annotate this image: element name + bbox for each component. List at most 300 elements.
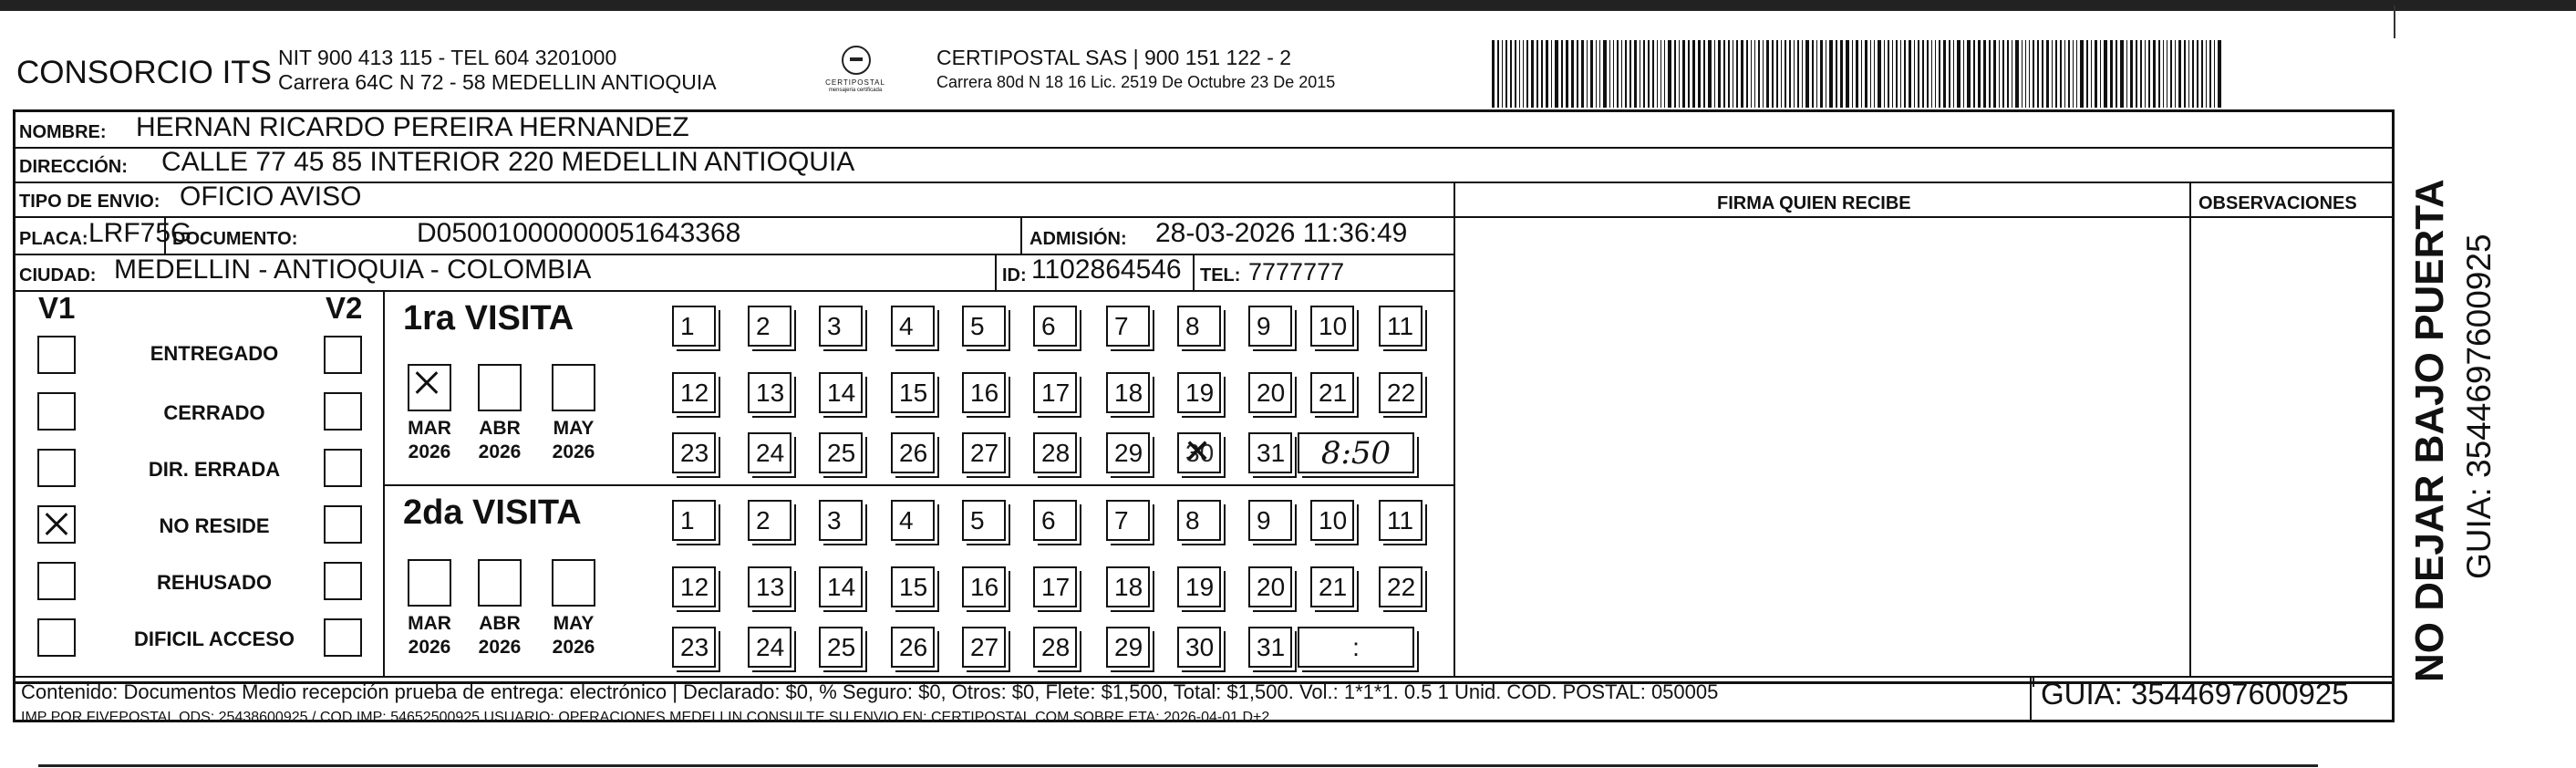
company-name: CONSORCIO ITS	[16, 55, 273, 90]
admision-label: ADMISIÓN:	[1029, 229, 1127, 249]
barcode-bar	[2170, 40, 2172, 108]
v1-checkbox	[37, 449, 76, 487]
day-box: 7	[1106, 306, 1150, 347]
col-divider	[383, 290, 385, 676]
barcode-bar	[1497, 40, 1500, 108]
barcode-bar	[1852, 40, 1853, 108]
v2-checkbox	[324, 449, 362, 487]
barcode-bar	[2158, 40, 2159, 108]
barcode-bar	[2076, 40, 2077, 108]
barcode-bar	[2110, 40, 2113, 108]
barcode-bar	[1758, 40, 1760, 108]
barcode-bar	[1953, 40, 1954, 108]
footer-guia-divider	[2030, 677, 2032, 722]
barcode-bar	[1546, 40, 1548, 108]
barcode-bar	[1999, 40, 2000, 108]
second-month-label: ABR	[479, 613, 521, 634]
barcode-bar	[1536, 40, 1538, 108]
barcode-bar	[2015, 40, 2019, 108]
day-box: 15	[891, 566, 935, 607]
barcode-bar	[2163, 40, 2164, 108]
barcode-bar	[1625, 40, 1626, 108]
nombre-label: NOMBRE:	[19, 122, 107, 142]
day-box: 4	[891, 306, 935, 347]
day-box: 12	[672, 372, 716, 413]
barcode-bar	[1515, 40, 1516, 108]
barcode-bar	[1523, 40, 1524, 108]
barcode	[1492, 40, 2221, 108]
barcode-bar	[1657, 40, 1658, 108]
v2-checkbox	[324, 505, 362, 544]
first-year-label: 2026	[552, 441, 595, 462]
observaciones-header: OBSERVACIONES	[2198, 193, 2357, 213]
first-year-label: 2026	[408, 441, 451, 462]
day-box: 7	[1106, 500, 1150, 541]
barcode-bar	[2033, 40, 2034, 108]
row-divider	[16, 182, 2392, 183]
barcode-bar	[1805, 40, 1809, 108]
placa-label: PLACA:	[19, 229, 88, 249]
ciudad-label: CIUDAD:	[19, 265, 97, 285]
barcode-bar	[1746, 40, 1747, 108]
barcode-bar	[2073, 40, 2074, 108]
barcode-bar	[1931, 40, 1932, 108]
col-divider	[995, 254, 997, 291]
direccion-value: CALLE 77 45 85 INTERIOR 220 MEDELLIN ANTIOQUIA	[161, 147, 855, 177]
placa-value: LRF75G	[88, 218, 192, 248]
barcode-bar	[2192, 40, 2194, 108]
day-box: 9	[1248, 500, 1292, 541]
barcode-bar	[1900, 40, 1901, 108]
logo-emblem-icon	[842, 46, 871, 75]
barcode-bar	[1492, 40, 1495, 108]
barcode-bar	[1736, 40, 1737, 108]
barcode-bar	[1789, 40, 1791, 108]
documento-label: DOCUMENTO:	[172, 229, 298, 249]
day-box: 29	[1106, 432, 1150, 473]
barcode-bar	[1884, 40, 1885, 108]
second-year-label: 2026	[552, 637, 595, 658]
day-box: 17	[1033, 372, 1077, 413]
barcode-bar	[1797, 40, 1798, 108]
day-box: 19	[1177, 372, 1221, 413]
barcode-bar	[1772, 40, 1774, 108]
logo-subtext: mensajeria certificada	[828, 88, 883, 93]
first-year-label: 2026	[478, 441, 522, 462]
company-nit: NIT 900 413 115 - TEL 604 3201000	[278, 46, 617, 69]
barcode-bar	[1660, 40, 1661, 108]
day-box: 1	[672, 500, 716, 541]
row-divider	[16, 290, 1454, 292]
second-month-box	[552, 559, 595, 607]
barcode-bar	[1723, 40, 1724, 108]
v2-checkbox	[324, 562, 362, 600]
day-box: 14	[819, 372, 863, 413]
second-month-label: MAY	[553, 613, 595, 634]
do-not-leave-warning: NO DEJAR BAJO PUERTA	[2407, 179, 2452, 682]
barcode-bar	[2175, 40, 2176, 108]
tel-value: 7777777	[1248, 258, 1345, 285]
v1-checkbox	[37, 336, 76, 374]
day-box: 16	[962, 372, 1006, 413]
footer-guia: GUIA: 3544697600925	[2041, 677, 2349, 711]
barcode-bar	[2080, 40, 2084, 108]
barcode-bar	[2184, 40, 2187, 108]
day-box: 19	[1177, 566, 1221, 607]
day-box: 21	[1310, 372, 1354, 413]
day-box: 26	[891, 627, 935, 668]
barcode-bar	[1896, 40, 1898, 108]
barcode-bar	[2130, 40, 2133, 108]
barcode-bar	[2086, 40, 2088, 108]
day-box: 15	[891, 372, 935, 413]
barcode-bar	[2046, 40, 2049, 108]
v1-checkbox	[37, 618, 76, 657]
barcode-bar	[1566, 40, 1568, 108]
barcode-bar	[1794, 40, 1795, 108]
barcode-bar	[1754, 40, 1755, 108]
barcode-bar	[2060, 40, 2062, 108]
barcode-bar	[1856, 40, 1858, 108]
day-box: 30	[1177, 627, 1221, 668]
barcode-bar	[1609, 40, 1610, 108]
day-box: 9	[1248, 306, 1292, 347]
v1-header: V1	[38, 291, 76, 325]
barcode-bar	[2002, 40, 2005, 108]
barcode-bar	[1502, 40, 1503, 108]
barcode-bar	[1510, 40, 1512, 108]
v2-checkbox	[324, 392, 362, 431]
edge-mark	[2394, 5, 2395, 38]
barcode-bar	[2068, 40, 2069, 108]
barcode-bar	[1728, 40, 1731, 108]
footer-print-info: IMP POR FIVEPOSTAL ODS: 25438600925 / COD.IMP: 54652500925 USUARIO: OPERACIONES MEDELLIN CONSULTE SU ENVIO EN: CERTIPOSTAL.COM SOBRE ETA: 2026-04-01 D+2	[21, 710, 1270, 725]
barcode-bar	[1617, 40, 1618, 108]
barcode-bar	[1973, 40, 1976, 108]
barcode-bar	[1541, 40, 1542, 108]
time-box: 8:50	[1298, 432, 1414, 473]
barcode-bar	[1776, 40, 1777, 108]
barcode-bar	[2178, 40, 2181, 108]
carrier-license: Carrera 80d N 18 16 Lic. 2519 De Octubre 23 De 2015	[936, 73, 1336, 91]
barcode-bar	[1613, 40, 1614, 108]
status-label: REHUSADO	[157, 571, 272, 594]
barcode-bar	[1812, 40, 1814, 108]
barcode-bar	[1978, 40, 1981, 108]
footer-box	[13, 677, 2395, 722]
barcode-bar	[2148, 40, 2149, 108]
v2-header: V2	[326, 291, 363, 325]
barcode-bar	[1587, 40, 1588, 108]
day-box: 23	[672, 627, 716, 668]
barcode-bar	[2042, 40, 2044, 108]
day-box: 26	[891, 432, 935, 473]
barcode-bar	[2100, 40, 2101, 108]
tel-label: TEL:	[1200, 265, 1241, 285]
barcode-bar	[2197, 40, 2198, 108]
barcode-bar	[1989, 40, 1990, 108]
direccion-label: DIRECCIÓN:	[19, 157, 128, 177]
status-label: DIR. ERRADA	[148, 458, 281, 481]
day-box: 6	[1033, 306, 1077, 347]
col-divider	[1020, 217, 1022, 254]
barcode-bar	[1918, 40, 1919, 108]
barcode-bar	[1679, 40, 1680, 108]
col-divider	[1193, 254, 1195, 291]
side-guia: GUIA: 3544697600925	[2460, 234, 2498, 579]
day-box: 12	[672, 566, 716, 607]
day-box: 22	[1379, 372, 1422, 413]
company-address: Carrera 64C N 72 - 58 MEDELLIN ANTIOQUIA	[278, 70, 717, 94]
barcode-bar	[1664, 40, 1665, 108]
day-box: 25	[819, 627, 863, 668]
day-box: 16	[962, 566, 1006, 607]
day-box: 24	[748, 432, 791, 473]
first-month-box	[408, 364, 451, 411]
barcode-bar	[1674, 40, 1676, 108]
second-month-box	[408, 559, 451, 607]
day-box	[1177, 432, 1221, 473]
barcode-bar	[1581, 40, 1584, 108]
barcode-bar	[1820, 40, 1823, 108]
barcode-bar	[1571, 40, 1575, 108]
barcode-bar	[1892, 40, 1893, 108]
day-box: 5	[962, 500, 1006, 541]
v2-checkbox	[324, 336, 362, 374]
barcode-bar	[1714, 40, 1715, 108]
first-month-box	[552, 364, 595, 411]
day-box: 8	[1177, 306, 1221, 347]
barcode-bar	[1526, 40, 1527, 108]
barcode-bar	[1878, 40, 1881, 108]
bottom-rule	[38, 764, 2318, 767]
id-value: 1102864546	[1031, 254, 1182, 285]
barcode-bar	[1865, 40, 1867, 108]
barcode-bar	[2025, 40, 2026, 108]
certipostal-logo	[819, 46, 892, 100]
barcode-bar	[1603, 40, 1607, 108]
second-visit-title: 2da VISITA	[403, 493, 582, 532]
barcode-bar	[1909, 40, 1911, 108]
barcode-bar	[1922, 40, 1924, 108]
id-label: ID:	[1002, 265, 1027, 285]
barcode-bar	[1561, 40, 1564, 108]
barcode-bar	[1531, 40, 1535, 108]
barcode-bar	[1766, 40, 1769, 108]
barcode-bar	[2029, 40, 2030, 108]
status-label: ENTREGADO	[150, 342, 279, 365]
barcode-bar	[1939, 40, 1940, 108]
barcode-bar	[2064, 40, 2066, 108]
day-box: 17	[1033, 566, 1077, 607]
tipo-envio-label: TIPO DE ENVIO:	[19, 192, 160, 212]
barcode-bar	[1643, 40, 1645, 108]
barcode-bar	[1785, 40, 1786, 108]
day-box: 29	[1106, 627, 1150, 668]
day-number: 30	[1185, 439, 1215, 467]
nombre-value: HERNAN RICARDO PEREIRA HERNANDEZ	[136, 112, 689, 142]
day-box: 2	[748, 500, 791, 541]
barcode-bar	[1577, 40, 1578, 108]
day-box: 31	[1248, 432, 1292, 473]
barcode-bar	[2055, 40, 2057, 108]
barcode-bar	[1870, 40, 1871, 108]
v1-checkbox	[37, 562, 76, 600]
barcode-bar	[1505, 40, 1507, 108]
day-box: 3	[819, 306, 863, 347]
v1-checkbox	[37, 505, 76, 544]
barcode-bar	[1599, 40, 1600, 108]
visit-divider	[383, 484, 1454, 486]
barcode-bar	[1692, 40, 1696, 108]
barcode-bar	[2116, 40, 2118, 108]
v2-checkbox	[324, 618, 362, 657]
barcode-bar	[2052, 40, 2053, 108]
barcode-bar	[2037, 40, 2038, 108]
day-box: 11	[1379, 306, 1422, 347]
day-box: 20	[1248, 372, 1292, 413]
barcode-bar	[1708, 40, 1712, 108]
admision-value: 28-03-2026 11:36:49	[1155, 218, 1408, 248]
barcode-bar	[1718, 40, 1721, 108]
barcode-bar	[1763, 40, 1764, 108]
first-month-box	[478, 364, 522, 411]
barcode-bar	[1927, 40, 1929, 108]
first-month-label: MAY	[553, 418, 595, 439]
day-box: 21	[1310, 566, 1354, 607]
barcode-bar	[1652, 40, 1654, 108]
barcode-bar	[1751, 40, 1752, 108]
carrier-nit: CERTIPOSTAL SAS | 900 151 122 - 2	[936, 46, 1292, 69]
barcode-bar	[1949, 40, 1950, 108]
barcode-bar	[1963, 40, 1964, 108]
barcode-bar	[1967, 40, 1971, 108]
barcode-bar	[2209, 40, 2210, 108]
barcode-bar	[1519, 40, 1520, 108]
barcode-bar	[1703, 40, 1706, 108]
day-box: 13	[748, 372, 791, 413]
day-box: 22	[1379, 566, 1422, 607]
barcode-bar	[1840, 40, 1843, 108]
barcode-bar	[1682, 40, 1685, 108]
barcode-bar	[1957, 40, 1960, 108]
v1-checkbox	[37, 392, 76, 431]
day-box: 31	[1248, 627, 1292, 668]
second-month-box	[478, 559, 522, 607]
barcode-bar	[1993, 40, 1996, 108]
day-box: 6	[1033, 500, 1077, 541]
first-month-label: ABR	[479, 418, 521, 439]
col-divider	[2189, 182, 2191, 676]
barcode-bar	[2153, 40, 2157, 108]
barcode-bar	[1914, 40, 1915, 108]
barcode-bar	[2140, 40, 2143, 108]
documento-value: D05001000000051643368	[417, 218, 741, 248]
barcode-bar	[1634, 40, 1637, 108]
barcode-bar	[2218, 40, 2221, 108]
day-box: 5	[962, 306, 1006, 347]
day-box: 2	[748, 306, 791, 347]
barcode-bar	[1943, 40, 1947, 108]
tipo-envio-value: OFICIO AVISO	[180, 182, 362, 212]
status-label: CERRADO	[163, 401, 265, 424]
day-box: 11	[1379, 500, 1422, 541]
barcode-bar	[1621, 40, 1623, 108]
barcode-bar	[1648, 40, 1650, 108]
barcode-bar	[2091, 40, 2092, 108]
barcode-bar	[2145, 40, 2146, 108]
time-box: :	[1298, 627, 1414, 668]
top-border	[0, 0, 2576, 11]
carrier-info	[936, 46, 1335, 95]
day-box: 20	[1248, 566, 1292, 607]
firma-header: FIRMA QUIEN RECIBE	[1717, 193, 1911, 213]
day-box: 10	[1310, 500, 1354, 541]
barcode-bar	[2104, 40, 2107, 108]
day-box: 4	[891, 500, 935, 541]
ciudad-value: MEDELLIN - ANTIOQUIA - COLOMBIA	[114, 254, 592, 285]
day-box: 24	[748, 627, 791, 668]
barcode-bar	[1836, 40, 1838, 108]
day-box: 27	[962, 432, 1006, 473]
day-box: 28	[1033, 432, 1077, 473]
barcode-bar	[1829, 40, 1833, 108]
barcode-bar	[1741, 40, 1744, 108]
first-month-label: MAR	[408, 418, 451, 439]
status-label: NO RESIDE	[159, 514, 270, 537]
barcode-bar	[2095, 40, 2097, 108]
day-box: 8	[1177, 500, 1221, 541]
day-box: 18	[1106, 372, 1150, 413]
barcode-bar	[1698, 40, 1701, 108]
barcode-bar	[1668, 40, 1671, 108]
col-divider	[1454, 182, 1455, 676]
barcode-bar	[2126, 40, 2127, 108]
day-box: 1	[672, 306, 716, 347]
barcode-bar	[1596, 40, 1597, 108]
second-month-label: MAR	[408, 613, 451, 634]
day-box: 10	[1310, 306, 1354, 347]
barcode-bar	[1551, 40, 1552, 108]
barcode-bar	[1846, 40, 1849, 108]
status-label: DIFICIL ACCESO	[133, 628, 295, 650]
barcode-bar	[1935, 40, 1936, 108]
logo-text: CERTIPOSTAL	[825, 78, 885, 87]
second-year-label: 2026	[408, 637, 451, 658]
day-box: 14	[819, 566, 863, 607]
barcode-bar	[2214, 40, 2215, 108]
barcode-bar	[2201, 40, 2203, 108]
day-box: 18	[1106, 566, 1150, 607]
company-info	[278, 46, 717, 95]
barcode-bar	[1904, 40, 1907, 108]
day-box: 27	[962, 627, 1006, 668]
day-box: 25	[819, 432, 863, 473]
footer-contents: Contenido: Documentos Medio recepción prueba de entrega: electrónico | Declarado: $0, % Seguro: $0, Otros: $0, Flete: $1,500, Total: $1,500. Vol.: 1*1*1. 0.5 1 Unid. COD. POSTAL: 050005	[21, 680, 1719, 703]
barcode-bar	[2188, 40, 2189, 108]
barcode-bar	[1781, 40, 1783, 108]
barcode-bar	[1688, 40, 1689, 108]
barcode-bar	[1555, 40, 1558, 108]
day-box: 3	[819, 500, 863, 541]
first-visit-title: 1ra VISITA	[403, 299, 574, 337]
barcode-bar	[1816, 40, 1817, 108]
second-year-label: 2026	[478, 637, 522, 658]
barcode-bar	[2120, 40, 2124, 108]
barcode-bar	[2007, 40, 2008, 108]
day-box: 28	[1033, 627, 1077, 668]
barcode-bar	[1629, 40, 1632, 108]
